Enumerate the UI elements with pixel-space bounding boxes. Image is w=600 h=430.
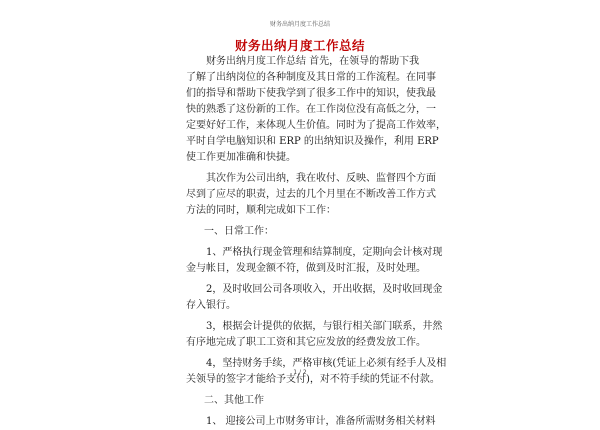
text-line: 金与帐目，发现金额不符，做到及时汇报，及时处理。 xyxy=(186,263,426,274)
text-line: 定要好好工作，来体现人生价值。同时为了提高工作效率， xyxy=(186,120,446,131)
text-line: 有序地完成了职工工资和其它应发放的经费发放工作。 xyxy=(186,337,426,348)
text-line: 快的熟悉了这份新的工作。在工作岗位没有高低之分，一 xyxy=(186,104,436,115)
text-line: 2，及时收回公司各项收入，开出收据，及时收回现金 xyxy=(206,284,443,295)
paragraph-duties xyxy=(186,171,436,219)
text-line: 关领导的签字才能给予支付)，对不符手续的凭证不付款。 xyxy=(186,374,440,385)
text-line: 3，根据会计提供的依据，与银行相关部门联系，井然 xyxy=(206,321,443,332)
list-item xyxy=(186,245,443,277)
list-item: 1、 迎接公司上市财务审计，准备所需财务相关材料 xyxy=(206,416,436,427)
section-heading-daily-work: 一、日常工作： xyxy=(204,226,274,237)
text-line: 了解了出纳岗位的各种制度及其日常的工作流程。在同事 xyxy=(186,72,436,83)
paragraph-intro xyxy=(186,54,446,166)
list-item xyxy=(186,282,443,314)
text-line: 其次作为公司出纳，我在收付、反映、监督四个方面 xyxy=(206,173,436,184)
section-heading-other-work: 二、其他工作 xyxy=(204,395,264,406)
list-item xyxy=(186,319,443,351)
text-line: 存入银行。 xyxy=(186,300,236,311)
text-line: 财务出纳月度工作总结 首先，在领导的帮助下我 xyxy=(206,56,420,67)
text-line: 方法的同时，顺利完成如下工作： xyxy=(186,205,336,216)
text-line: 1、严格执行现金管理和结算制度，定期向会计核对现 xyxy=(206,247,443,258)
running-header: 财务出纳月度工作总结 xyxy=(269,21,330,28)
text-line: 4，坚持财务手续，严格审核(凭证上必须有经手人及相 xyxy=(206,358,447,369)
text-line: 平时自学电脑知识和 ERP 的出纳知识及操作，利用 ERP xyxy=(186,136,439,147)
page-number: 1 / 2 xyxy=(293,369,307,376)
text-line: 使工作更加准确和快捷。 xyxy=(186,152,296,163)
text-line: 们的指导和帮助下使我学到了很多工作中的知识，使我最 xyxy=(186,88,436,99)
document-title: 财务出纳月度工作总结 xyxy=(234,38,365,53)
text-line: 尽到了应尽的职责，过去的几个月里在不断改善工作方式 xyxy=(186,189,436,200)
